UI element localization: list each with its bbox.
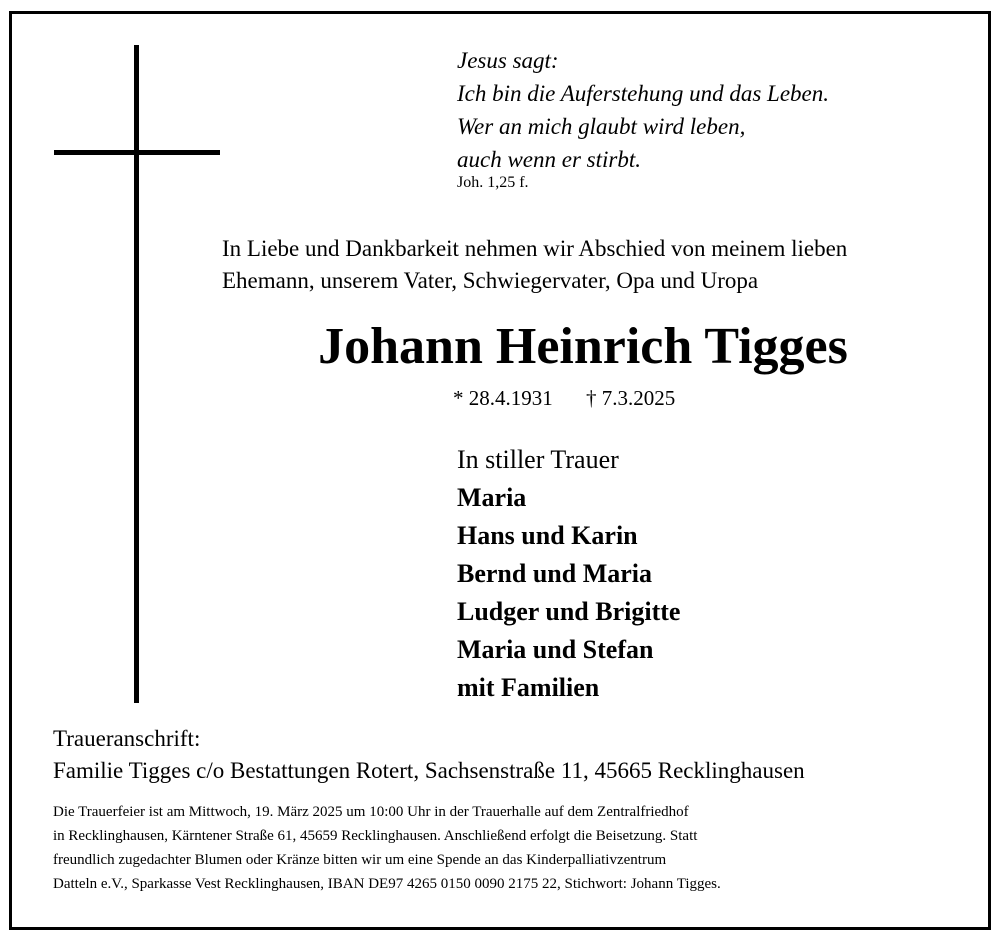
verse-line: Ich bin die Auferstehung und das Leben. bbox=[457, 81, 829, 106]
mourner-name: Maria und Stefan bbox=[457, 635, 654, 664]
intro-text bbox=[222, 233, 847, 297]
life-dates bbox=[453, 384, 675, 412]
mourner-name: Hans und Karin bbox=[457, 521, 638, 550]
notice-line: in Recklinghausen, Kärntener Straße 61, 45659 Recklinghausen. Anschließend erfolgt die Beisetzung. Statt bbox=[53, 828, 698, 844]
mourner-name: mit Familien bbox=[457, 673, 600, 702]
intro-line: In Liebe und Dankbarkeit nehmen wir Abschied von meinem lieben bbox=[222, 236, 848, 261]
bible-verse bbox=[457, 44, 829, 176]
mourner-name: Ludger und Brigitte bbox=[457, 597, 681, 626]
intro-line: Ehemann, unserem Vater, Schwiegervater, Opa und Uropa bbox=[222, 268, 759, 293]
funeral-notice bbox=[53, 800, 721, 896]
notice-line: freundlich zugedachter Blumen oder Kränze bitten wir um eine Spende an das Kinderpalliativzentrum bbox=[53, 852, 667, 868]
deceased-name: Johann Heinrich Tigges bbox=[318, 318, 848, 375]
verse-line: auch wenn er stirbt. bbox=[457, 147, 641, 172]
address-text: Familie Tigges c/o Bestattungen Rotert, Sachsenstraße 11, 45665 Recklinghausen bbox=[53, 758, 805, 783]
mourner-name: Bernd und Maria bbox=[457, 559, 653, 588]
verse-reference: Joh. 1,25 f. bbox=[457, 174, 529, 191]
birth-date: * 28.4.1931 bbox=[453, 386, 553, 410]
death-date: † 7.3.2025 bbox=[586, 386, 676, 410]
notice-line: Datteln e.V., Sparkasse Vest Recklinghausen, IBAN DE97 4265 0150 0090 2175 22, Stichwort: Johann Tigges. bbox=[53, 876, 721, 892]
mourners-list bbox=[457, 441, 680, 707]
verse-line: Wer an mich glaubt wird leben, bbox=[457, 114, 746, 139]
notice-line: Die Trauerfeier ist am Mittwoch, 19. März 2025 um 10:00 Uhr in der Trauerhalle auf dem Zentralfriedhof bbox=[53, 804, 689, 820]
address-label: Traueranschrift: bbox=[53, 726, 201, 751]
cross-icon-crossbar bbox=[54, 150, 220, 155]
mourners-heading: In stiller Trauer bbox=[457, 445, 619, 474]
verse-line: Jesus sagt: bbox=[457, 48, 559, 73]
mourner-name: Maria bbox=[457, 483, 527, 512]
